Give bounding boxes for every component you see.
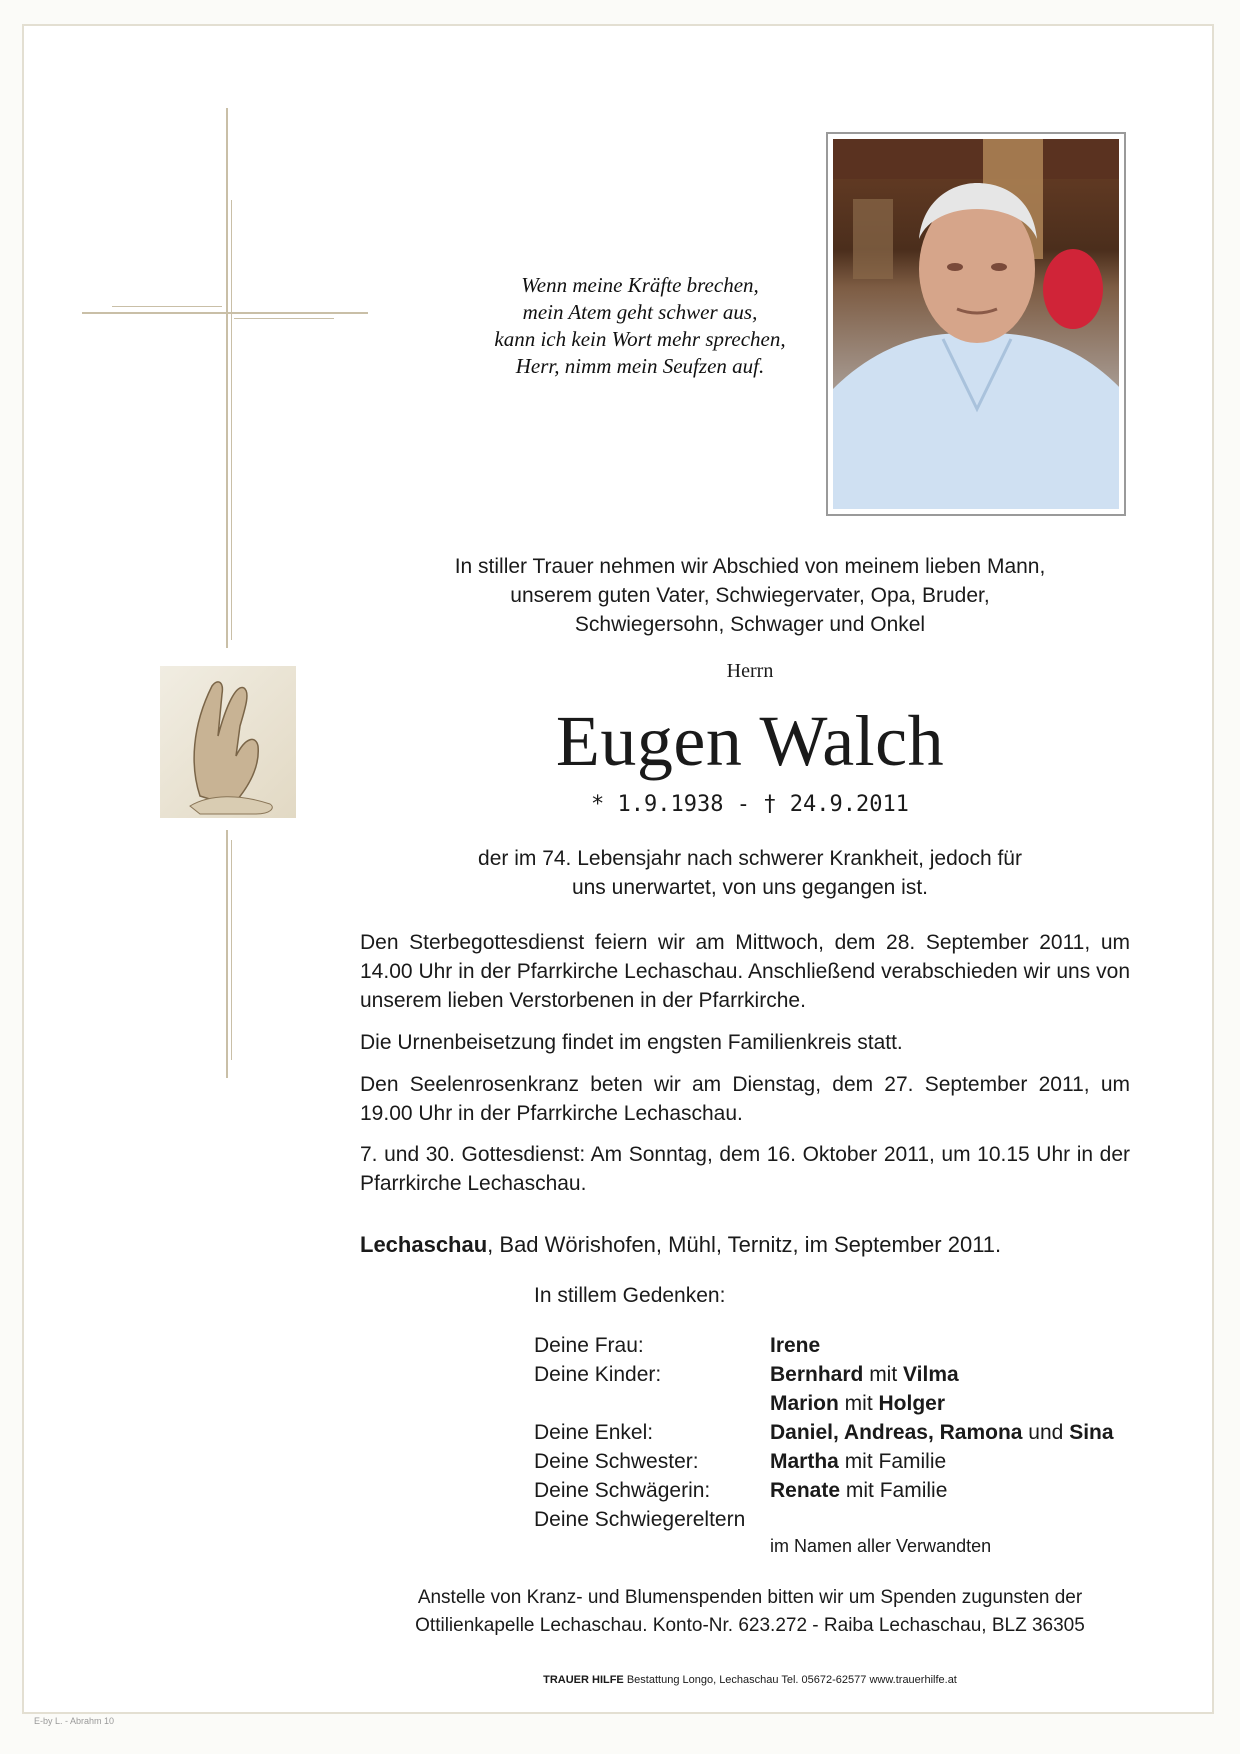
donation-line: Anstelle von Kranz- und Blumenspenden bitten wir um Spenden zugunsten der bbox=[417, 1587, 1083, 1608]
survivor-names: Daniel, Andreas, Ramona und Sina bbox=[770, 1421, 1114, 1444]
footer bbox=[360, 1674, 1140, 1686]
survivor-names: Marion mit Holger bbox=[770, 1392, 946, 1415]
intro-text bbox=[360, 552, 1140, 639]
survivor-names: Martha mit Familie bbox=[770, 1450, 947, 1473]
life-dates: * 1.9.1938 - † 24.9.2011 bbox=[591, 792, 909, 817]
lebensjahr-line: der im 74. Lebensjahr nach schwerer Krankheit, jedoch für bbox=[478, 847, 1022, 870]
place-date bbox=[360, 1232, 1001, 1258]
survivor-relation: Deine Frau: bbox=[534, 1334, 644, 1357]
poem-line: mein Atem geht schwer aus, bbox=[522, 300, 758, 324]
poem-line: Wenn meine Kräfte brechen, bbox=[521, 273, 759, 297]
donation-line: Ottilienkapelle Lechaschau. Konto-Nr. 623.272 - Raiba Lechaschau, BLZ 36305 bbox=[415, 1615, 1085, 1636]
footer-brand: TRAUER HILFE bbox=[543, 1674, 624, 1686]
poem bbox=[380, 272, 900, 380]
memorial-paragraph: 7. und 30. Gottesdienst: Am Sonntag, dem 16. Oktober 2011, um 10.15 Uhr in der Pfarrkirche Lechaschau. bbox=[360, 1143, 1130, 1195]
survivor-relation: Deine Schwiegereltern bbox=[534, 1508, 746, 1531]
place-rest: , Bad Wörishofen, Mühl, Ternitz, im September 2011. bbox=[487, 1232, 1002, 1257]
donation-note bbox=[380, 1584, 1120, 1640]
poem-line: kann ich kein Wort mehr sprechen, bbox=[494, 327, 786, 351]
rosary-paragraph: Den Seelenrosenkranz beten wir am Dienstag, dem 27. September 2011, um 19.00 Uhr in der Pfarrkirche Lechaschau. bbox=[360, 1073, 1130, 1125]
survivor-names: Renate mit Familie bbox=[770, 1479, 948, 1502]
place-bold: Lechaschau bbox=[360, 1232, 488, 1257]
lebensjahr-line: uns unerwartet, von uns gegangen ist. bbox=[571, 876, 929, 899]
survivor-relation: Deine Schwägerin: bbox=[534, 1479, 711, 1502]
salutation: Herrn bbox=[726, 660, 774, 682]
footer-rest: Bestattung Longo, Lechaschau Tel. 05672-62577 www.trauerhilfe.at bbox=[623, 1674, 957, 1686]
survivor-relation: Deine Schwester: bbox=[534, 1450, 699, 1473]
intro-line: Schwiegersohn, Schwager und Onkel bbox=[574, 613, 926, 636]
survivors-heading: In stillem Gedenken: bbox=[534, 1284, 726, 1307]
poem-line: Herr, nimm mein Seufzen auf. bbox=[515, 354, 765, 378]
survivor-names: Irene bbox=[770, 1334, 821, 1357]
intro-line: In stiller Trauer nehmen wir Abschied von meinem lieben Mann, bbox=[454, 555, 1046, 578]
intro-line: unserem guten Vater, Schwiegervater, Opa, Bruder, bbox=[510, 584, 990, 607]
survivor-names: Bernhard mit Vilma bbox=[770, 1363, 959, 1386]
deceased-name: Eugen Walch bbox=[555, 701, 945, 781]
praying-hands-image bbox=[160, 666, 296, 818]
portrait-photo bbox=[826, 132, 1126, 516]
survivor-relation: Deine Enkel: bbox=[534, 1421, 654, 1444]
urn-paragraph: Die Urnenbeisetzung findet im engsten Familienkreis statt. bbox=[360, 1031, 903, 1054]
lebensjahr-text bbox=[360, 844, 1140, 902]
survivor-relation: Deine Kinder: bbox=[534, 1363, 662, 1386]
service-paragraph: Den Sterbegottesdienst feiern wir am Mittwoch, dem 28. September 2011, um 14.00 Uhr in der Pfarrkirche Lechaschau. Anschließend verabschieden wir uns von unserem lieben Verstorbenen in der Pfarrkirche. bbox=[360, 931, 1130, 1012]
corner-note: E-by L. - Abrahm 10 bbox=[34, 1716, 115, 1726]
names-note: im Namen aller Verwandten bbox=[770, 1536, 992, 1556]
